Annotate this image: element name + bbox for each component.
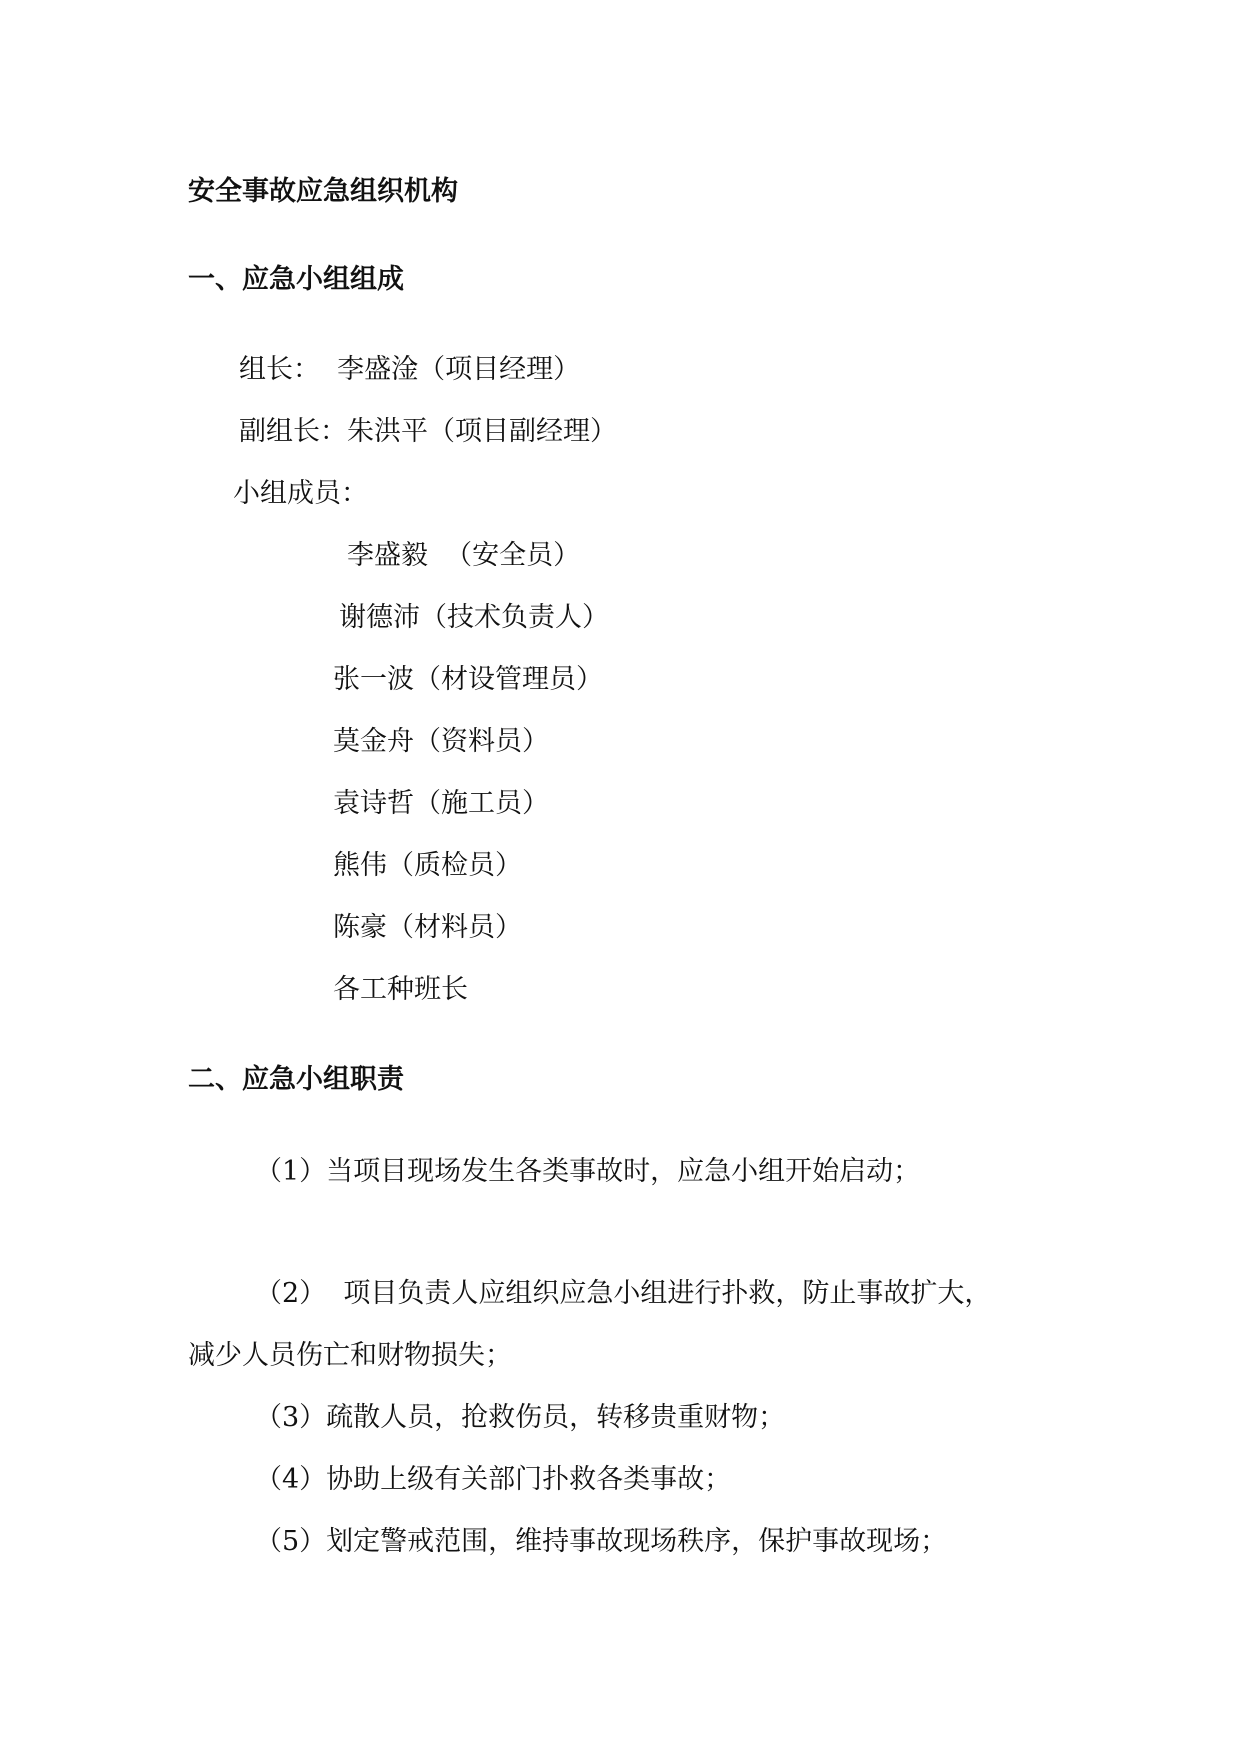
- document-title: 安全事故应急组织机构: [188, 176, 458, 207]
- member-item: 莫金舟（资料员）: [333, 726, 549, 757]
- member-item: 熊伟（质检员）: [333, 850, 522, 881]
- members-label: 小组成员：: [233, 478, 368, 509]
- duty-item-continuation: 减少人员伤亡和财物损失；: [188, 1340, 512, 1371]
- leader-line: 组长： 李盛淦（项目经理）: [239, 354, 581, 385]
- member-item: 各工种班长: [333, 974, 468, 1005]
- duty-item: （4）协助上级有关部门扑救各类事故；: [255, 1464, 732, 1495]
- deputy-line: 副组长：朱洪平（项目副经理）: [239, 416, 617, 447]
- member-item: 张一波（材设管理员）: [333, 664, 603, 695]
- duty-item: （1）当项目现场发生各类事故时，应急小组开始启动；: [255, 1156, 921, 1187]
- duty-item: （2） 项目负责人应组织应急小组进行扑救，防止事故扩大，: [255, 1278, 992, 1309]
- member-item: 袁诗哲（施工员）: [333, 788, 549, 819]
- section1-heading: 一、应急小组组成: [188, 264, 404, 295]
- duty-item: （5）划定警戒范围，维持事故现场秩序，保护事故现场；: [255, 1526, 948, 1557]
- section2-heading: 二、应急小组职责: [188, 1064, 404, 1095]
- member-item: 谢德沛（技术负责人）: [339, 602, 609, 633]
- member-item: 陈豪（材料员）: [333, 912, 522, 943]
- duty-item: （3）疏散人员，抢救伤员，转移贵重财物；: [255, 1402, 786, 1433]
- member-item: 李盛毅 （安全员）: [347, 540, 581, 571]
